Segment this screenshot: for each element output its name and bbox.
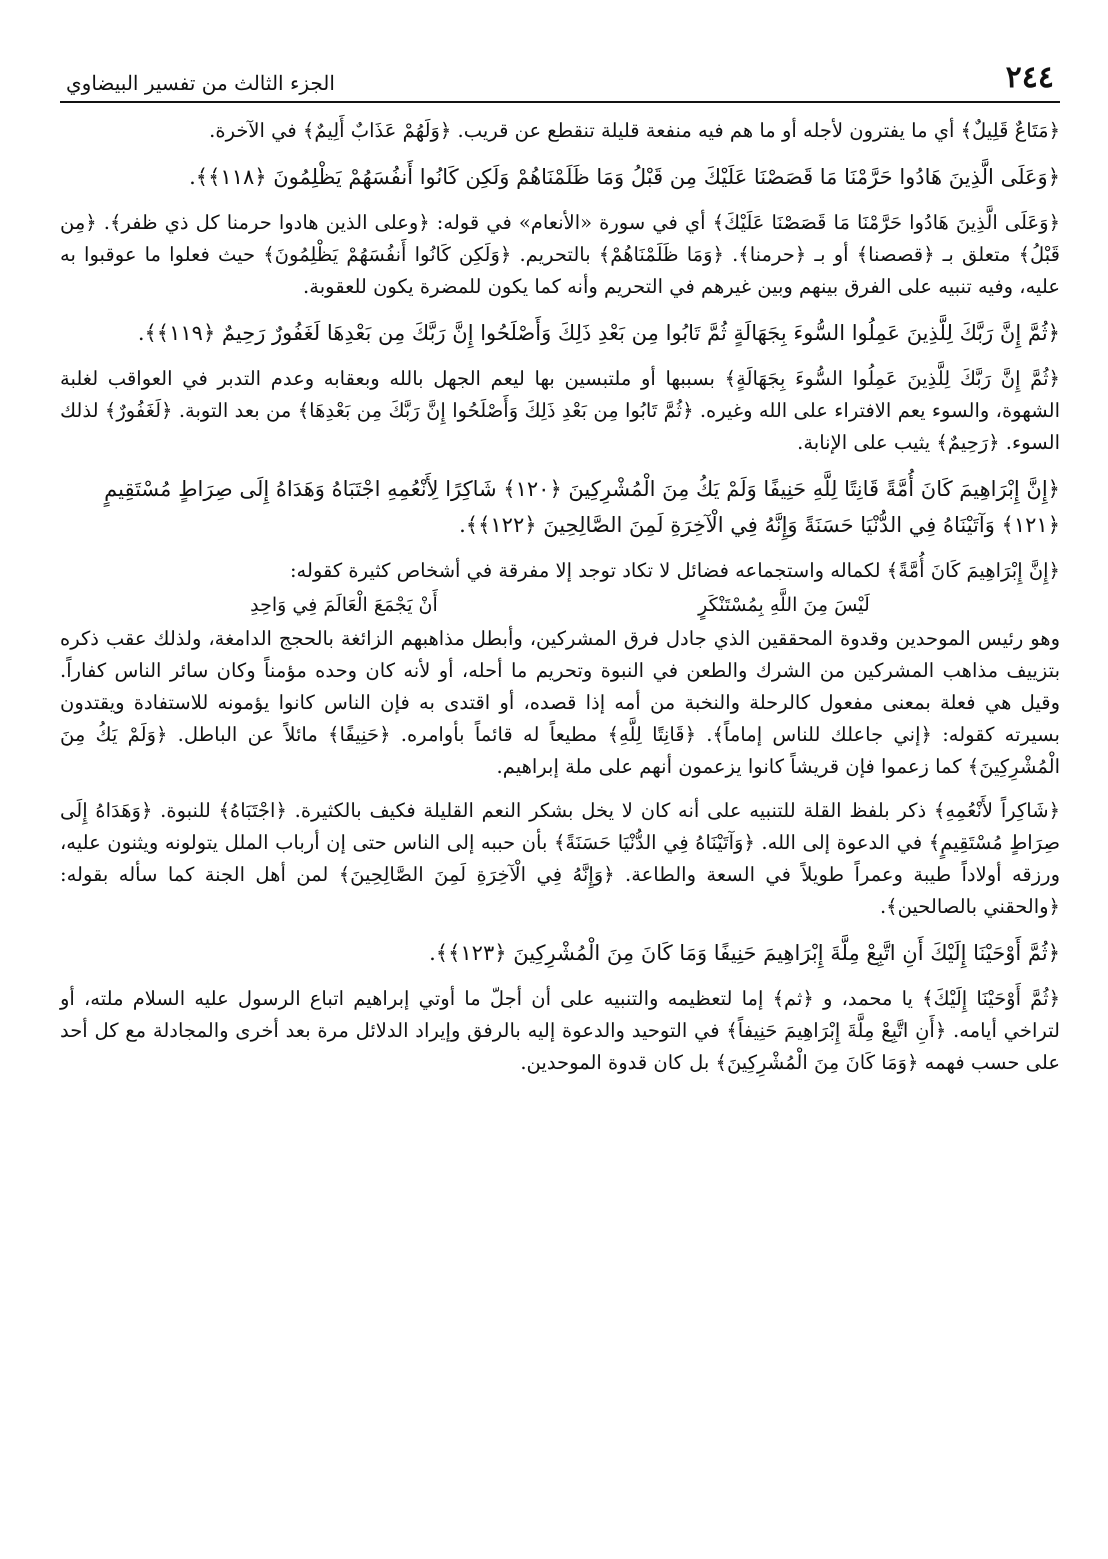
quran-verse: ﴿إِنَّ إِبْرَاهِيمَ كَانَ أُمَّةً قَانِتًا لِلَّهِ حَنِيفًا وَلَمْ يَكُ مِنَ الْمُشْرِكِينَ ﴿١٢٠﴾ شَاكِرًا لِأَنْعُمِهِ اجْتَبَاهُ وَهَدَاهُ إِلَى صِرَاطٍ مُسْتَقِيمٍ ﴿١٢١﴾ وَآتَيْنَاهُ فِي الدُّنْيَا حَسَنَةً وَإِنَّهُ فِي الْآخِرَةِ لَمِنَ الصَّالِحِينَ ﴿١٢٢﴾﴾. xyxy=(104,477,1060,537)
document-page xyxy=(60,60,1060,1079)
page-number: ٢٤٤ xyxy=(1005,60,1054,95)
poetry-line xyxy=(60,589,1060,621)
quran-verse: ﴿وَعَلَى الَّذِينَ هَادُوا حَرَّمْنَا مَا قَصَصْنَا عَلَيْكَ مِن قَبْلُ وَمَا ظَلَمْنَاهُمْ وَلَكِن كَانُوا أَنفُسَهُمْ يَظْلِمُونَ ﴿١١٨﴾﴾. xyxy=(189,165,1060,189)
page-header xyxy=(60,60,1060,103)
commentary-paragraph: ﴿إِنَّ إِبْرَاهِيمَ كَانَ أُمَّةً﴾ لكماله واستجماعه فضائل لا تكاد توجد إلا مفرقة في أشخاص كثيرة كقوله: xyxy=(289,559,1060,582)
commentary-paragraph: ﴿ثُمَّ أَوْحَيْنَا إِلَيْكَ﴾ يا محمد، و ﴿ثم﴾ إما لتعظيمه والتنبيه على أن أجلّ ما أوتي إبراهيم اتباع الرسول عليه السلام ملته، أو لتراخي أيامه. ﴿أَنِ اتَّبِعْ مِلَّةَ إِبْرَاهِيمَ حَنِيفاً﴾ في التوحيد والدعوة إليه بالرفق وإيراد الدلائل مرة بعد أخرى والمجادلة مع كل أحد على حسب فهمه ﴿وَمَا كَانَ مِنَ الْمُشْرِكِينَ﴾ بل كان قدوة الموحدين. xyxy=(60,987,1060,1074)
poem-hemistich-first: لَيْسَ مِنَ اللَّهِ بِمُسْتَنْكَرٍ xyxy=(698,594,870,616)
quran-verse: ﴿ثُمَّ إِنَّ رَبَّكَ لِلَّذِينَ عَمِلُوا السُّوءَ بِجَهَالَةٍ ثُمَّ تَابُوا مِن بَعْدِ ذَلِكَ وَأَصْلَحُوا إِنَّ رَبَّكَ مِن بَعْدِهَا لَغَفُورٌ رَحِيمٌ ﴿١١٩﴾﴾. xyxy=(137,321,1060,345)
commentary-paragraph: ﴿وَعَلَى الَّذِينَ هَادُوا حَرَّمْنَا مَا قَصَصْنَا عَلَيْكَ﴾ أي في سورة «الأنعام» في قوله: ﴿وعلى الذين هادوا حرمنا كل ذي ظفر﴾. ﴿مِن قَبْلُ﴾ متعلق بـ ﴿قصصنا﴾ أو بـ ﴿حرمنا﴾. ﴿وَمَا ظَلَمْنَاهُمْ﴾ بالتحريم. ﴿وَلَكِن كَانُوا أَنفُسَهُمْ يَظْلِمُونَ﴾ حيث فعلوا ما عوقبوا به عليه، وفيه تنبيه على الفرق بينهم وبين غيرهم في التحريم وأنه كما يكون للمضرة يكون للعقوبة. xyxy=(60,211,1060,298)
poem-hemistich-second: أَنْ يَجْمَعَ الْعَالَمَ فِي وَاحِدِ xyxy=(250,594,438,616)
page-body xyxy=(60,115,1060,1079)
commentary-paragraph: وهو رئيس الموحدين وقدوة المحققين الذي جادل فرق المشركين، وأبطل مذاهبهم الزائغة بالحجج الدامغة، ولذلك عقب ذكره بتزييف مذاهب المشركين من الشرك والطعن في النبوة وتحريم ما أحله، أو لأنه كان وحده مؤمناً وكان سائر الناس كفاراً. وقيل هي فعلة بمعنى مفعول كالرحلة والنخبة من أمه إذا قصده، أو اقتدى به فإن الناس كانوا يؤمونه للاستفادة ويقتدون بسيرته كقوله: ﴿إني جاعلك للناس إماماً﴾. ﴿قَانِتًا لِلَّهِ﴾ مطيعاً له قائماً بأوامره. ﴿حَنِيفًا﴾ مائلاً عن الباطل. ﴿وَلَمْ يَكُ مِنَ الْمُشْرِكِينَ﴾ كما زعموا فإن قريشاً كانوا يزعمون أنهم على ملة إبراهيم. xyxy=(60,627,1060,778)
commentary-paragraph: ﴿مَتَاعٌ قَلِيلٌ﴾ أي ما يفترون لأجله أو ما هم فيه منفعة قليلة تنقطع عن قريب. ﴿وَلَهُمْ عَذَابٌ أَلِيمٌ﴾ في الآخرة. xyxy=(209,119,1060,142)
commentary-paragraph: ﴿ثُمَّ إِنَّ رَبَّكَ لِلَّذِينَ عَمِلُوا السُّوءَ بِجَهَالَةٍ﴾ بسببها أو ملتبسين بها ليعم الجهل بالله وبعقابه وعدم التدبر في العواقب لغلبة الشهوة، والسوء يعم الافتراء على الله وغيره. ﴿ثُمَّ تَابُوا مِن بَعْدِ ذَلِكَ وَأَصْلَحُوا إِنَّ رَبَّكَ مِن بَعْدِهَا﴾ من بعد التوبة. ﴿لَغَفُورٌ﴾ لذلك السوء. ﴿رَحِيمٌ﴾ يثيب على الإنابة. xyxy=(60,367,1060,454)
running-title: الجزء الثالث من تفسير البيضاوي xyxy=(66,71,335,95)
commentary-paragraph: ﴿شَاكِراً لأَنْعُمِهِ﴾ ذكر بلفظ القلة للتنبيه على أنه كان لا يخل بشكر النعم القليلة فكيف بالكثيرة. ﴿اجْتَبَاهُ﴾ للنبوة. ﴿وَهَدَاهُ إِلَى صِرَاطٍ مُسْتَقِيمٍ﴾ في الدعوة إلى الله. ﴿وَآتَيْنَاهُ فِي الدُّنْيَا حَسَنَةً﴾ بأن حببه إلى الناس حتى إن أرباب الملل يتولونه ويثنون عليه، ورزقه أولاداً طيبة وعمراً طويلاً في السعة والطاعة. ﴿وَإِنَّهُ فِي الْآخِرَةِ لَمِنَ الصَّالِحِينَ﴾ لمن أهل الجنة كما سأله بقوله: ﴿والحقني بالصالحين﴾. xyxy=(60,799,1060,918)
quran-verse: ﴿ثُمَّ أَوْحَيْنَا إِلَيْكَ أَنِ اتَّبِعْ مِلَّةَ إِبْرَاهِيمَ حَنِيفًا وَمَا كَانَ مِنَ الْمُشْرِكِينَ ﴿١٢٣﴾﴾. xyxy=(429,941,1060,965)
